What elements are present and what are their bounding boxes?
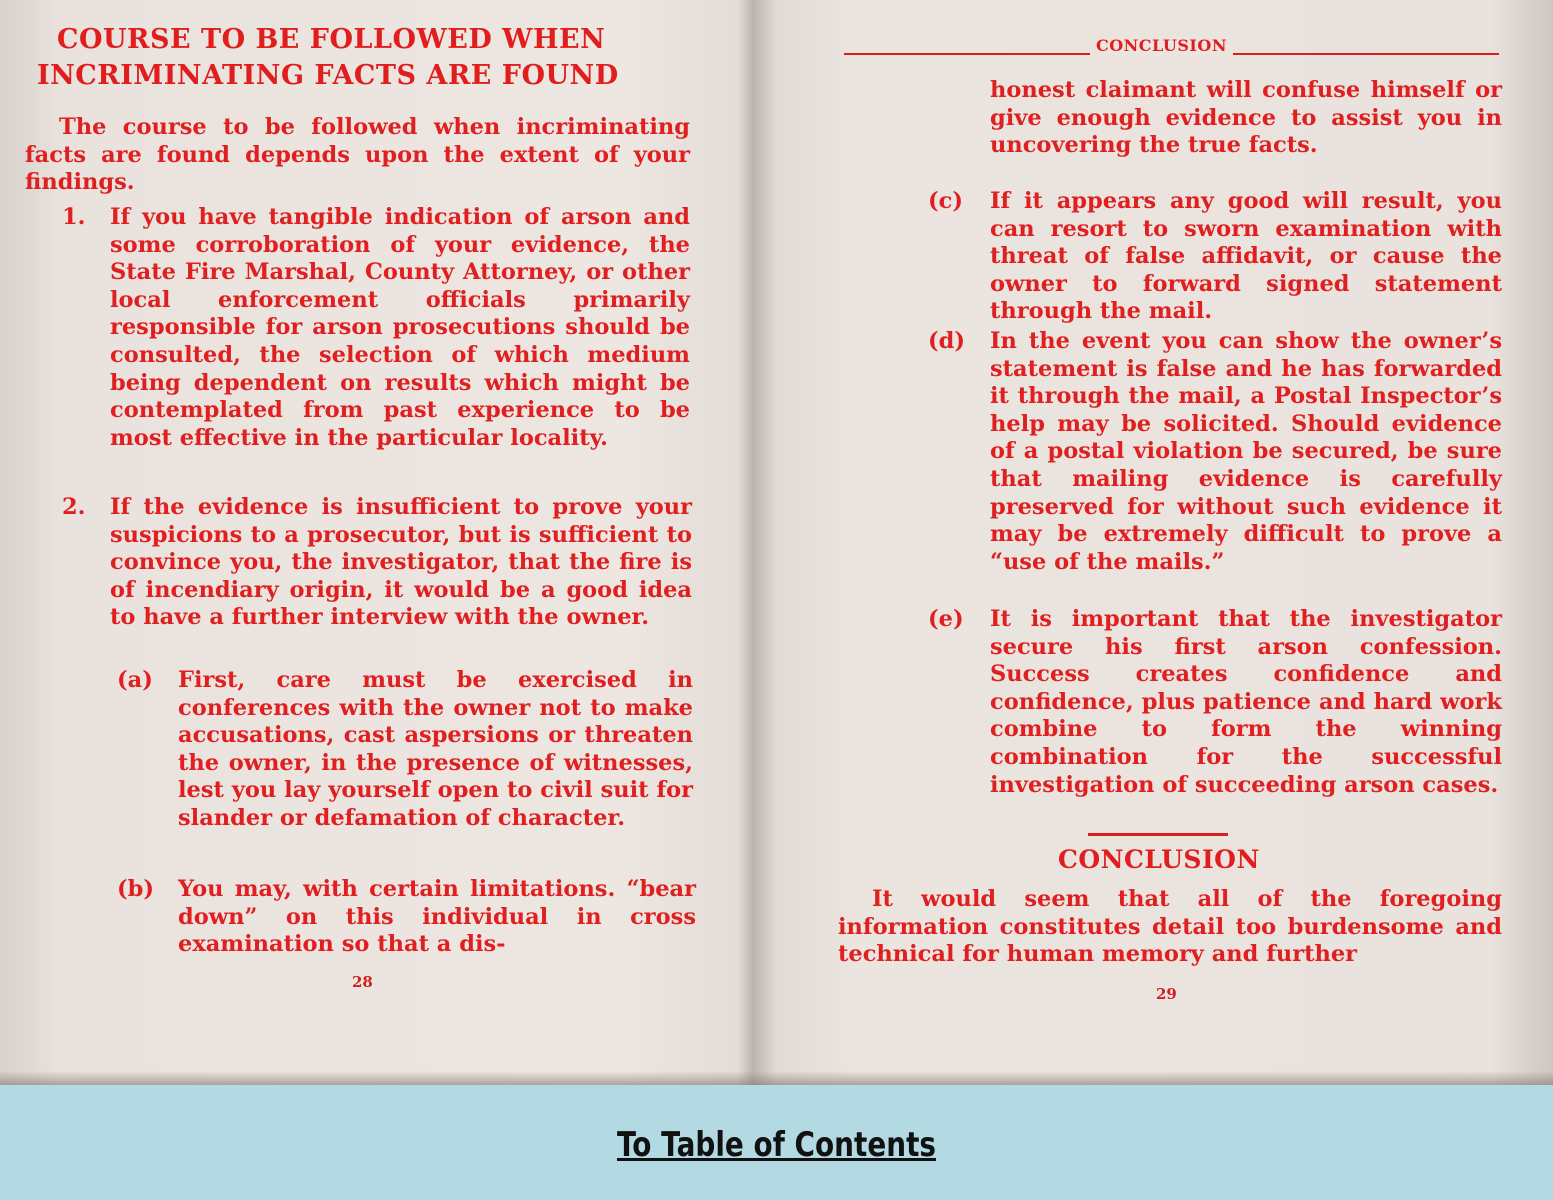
conclusion-paragraph: It would seem that all of the foregoing information constitutes detail too burdensome and technical for human memory and further: [838, 886, 1502, 968]
sub-c-text: If it appears any good will result, you can resort to sworn examination with threat of false affidavit, or cause the owner to forward signed statement through the mail.: [990, 188, 1502, 325]
right-page: [760, 0, 1553, 1085]
sub-e-marker: (e): [928, 606, 964, 632]
item-1-marker: 1.: [62, 204, 86, 230]
item-2-text: If the evidence is insufficient to prove your suspicions to a prosecutor, but is sufficient to convince you, the investigator, that the fire is of incendiary origin, it would be a good idea to have a further interview with the owner.: [110, 494, 692, 631]
sub-d-text: In the event you can show the owner’s statement is false and he has forwarded it through the mail, a Postal Inspector’s help may be solicited. Should evidence of a postal violation be secured, be sure that mailing evidence is carefully preserved for without such evidence it may be extremely difficult to prove a “use of the mails.”: [990, 328, 1502, 575]
item-2-marker: 2.: [62, 494, 86, 520]
sub-c-marker: (c): [928, 188, 963, 214]
sub-b-text: You may, with certain limitations. “bear down” on this individual in cross examination so that a dis-: [178, 876, 696, 958]
page-number-29: 29: [1156, 985, 1177, 1003]
sub-b-marker: (b): [117, 876, 155, 902]
intro-paragraph: The course to be followed when incriminating facts are found depends upon the extent of your findings.: [25, 114, 690, 196]
sub-d-marker: (d): [928, 328, 966, 354]
running-head: CONCLUSION: [1090, 36, 1233, 55]
conclusion-heading: CONCLUSION: [1058, 845, 1260, 874]
sub-e-text: It is important that the investigator secure his first arson confession. Success creates confidence and confidence, plus patience and hard work combine to form the winning combination for the successful investigation of succeeding arson cases.: [990, 606, 1502, 798]
left-page: [0, 0, 752, 1085]
item-1-text: If you have tangible indication of arson and some corroboration of your evidence, the State Fire Marshal, County Attorney, or other local enforcement officials primarily responsible for arson prosecutions should be consulted, the selection of which medium being dependent on results which might be contemplated from past experience to be most effective in the particular locality.: [110, 204, 690, 451]
table-of-contents-link[interactable]: To Table of Contents: [616, 1125, 937, 1165]
continued-text: honest claimant will confuse himself or give enough evidence to assist you in uncovering the true facts.: [990, 77, 1502, 159]
left-heading-line1: COURSE TO BE FOLLOWED WHEN: [57, 24, 606, 55]
sub-a-text: First, care must be exercised in conferences with the owner not to make accusations, cast aspersions or threaten the owner, in the presence of witnesses, lest you lay yourself open to civil suit for slander or defamation of character.: [178, 667, 693, 831]
sub-a-marker: (a): [117, 667, 153, 693]
left-heading-line2: INCRIMINATING FACTS ARE FOUND: [37, 60, 619, 91]
page-number-28: 28: [352, 973, 373, 991]
section-rule: [1088, 833, 1228, 836]
